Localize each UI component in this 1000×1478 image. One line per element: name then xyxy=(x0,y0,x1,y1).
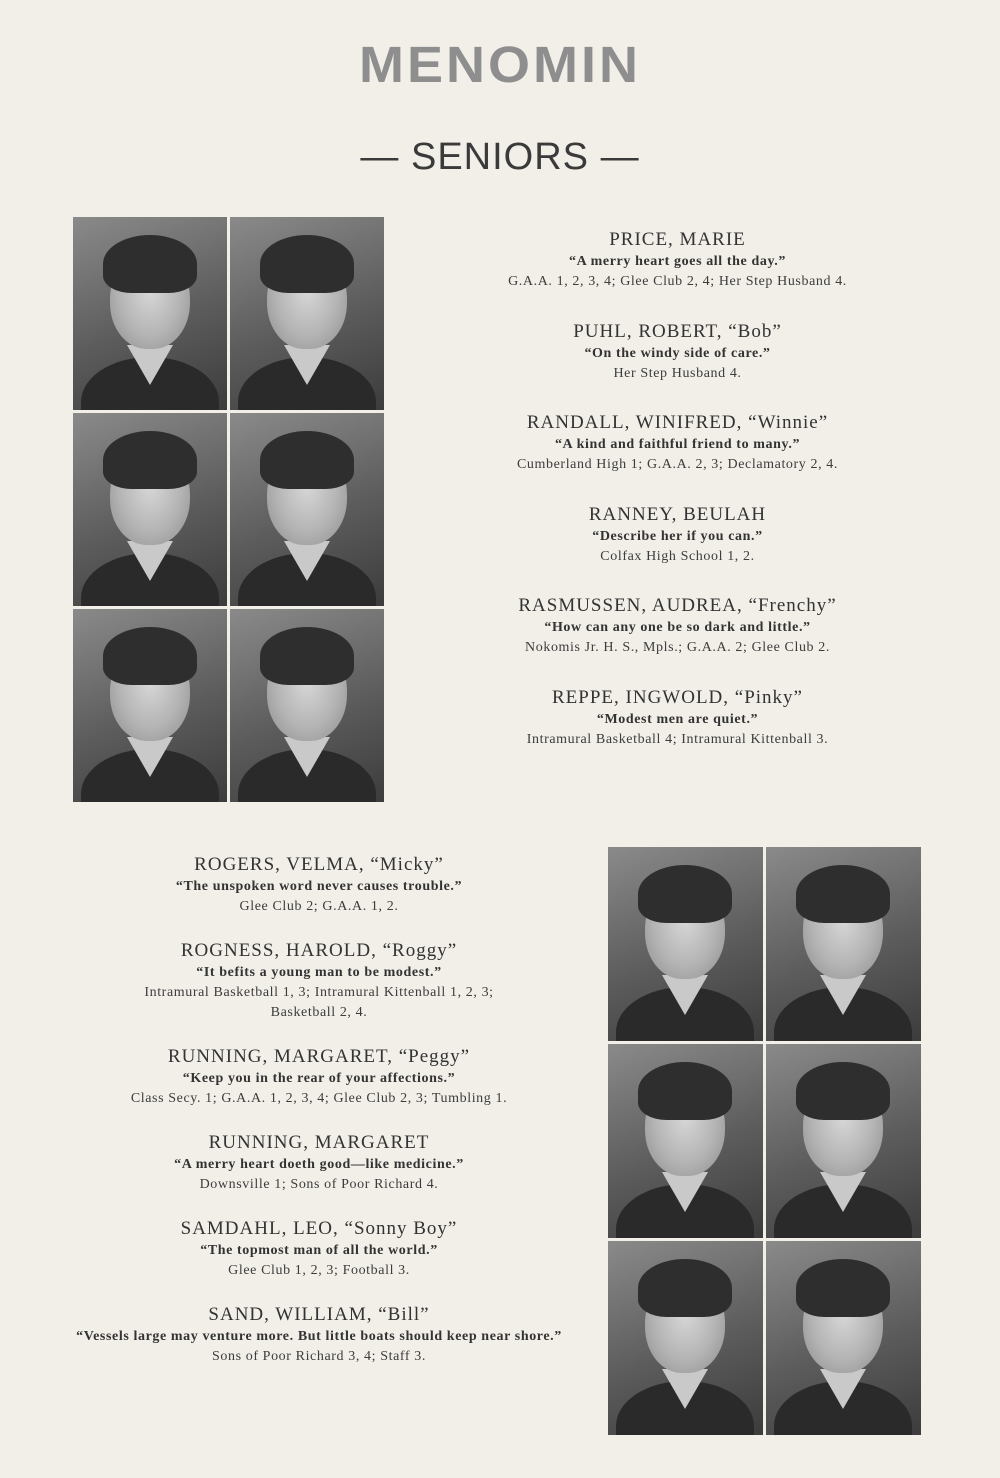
senior-activities: Glee Club 1, 2, 3; Football 3. xyxy=(228,1263,410,1278)
senior-entry xyxy=(40,1131,598,1195)
senior-activities: Intramural Basketball 4; Intramural Kittenball 3. xyxy=(526,731,829,747)
senior-activities: Glee Club 2; G.A.A. 1, 2. xyxy=(239,899,399,914)
top-entries xyxy=(410,228,945,777)
bottom-photo-grid xyxy=(608,847,921,1435)
senior-name: SAMDAHL, LEO, “Sonny Boy” xyxy=(180,1218,458,1239)
senior-name: SAND, WILLIAM, “Bill” xyxy=(208,1304,430,1325)
portrait-hair xyxy=(796,1259,890,1317)
senior-quote: “Vessels large may venture more. But little boats should keep near shore.” xyxy=(76,1329,562,1344)
senior-name: RANDALL, WINIFRED, “Winnie” xyxy=(526,412,829,433)
senior-name: ROGERS, VELMA, “Micky” xyxy=(194,854,444,875)
senior-quote: “How can any one be so dark and little.” xyxy=(544,620,811,635)
senior-quote: “Describe her if you can.” xyxy=(592,528,763,544)
senior-name: RUNNING, MARGARET xyxy=(208,1132,430,1153)
portrait-hair xyxy=(638,1259,732,1317)
portrait-photo xyxy=(608,1241,763,1435)
portrait-photo xyxy=(766,847,921,1041)
senior-entry xyxy=(410,320,945,384)
portrait-hair xyxy=(260,431,354,489)
senior-activities: Cumberland High 1; G.A.A. 2, 3; Declamatory 2, 4. xyxy=(516,457,838,472)
senior-quote: “A merry heart doeth good—like medicine.” xyxy=(174,1157,464,1172)
section-heading: — SENIORS — xyxy=(360,136,640,178)
senior-entry xyxy=(40,1217,598,1281)
senior-quote: “Modest men are quiet.” xyxy=(596,711,759,727)
portrait-photo xyxy=(608,1044,763,1238)
senior-activities: Her Step Husband 4. xyxy=(613,365,742,381)
portrait-hair xyxy=(260,235,354,293)
portrait-photo xyxy=(766,1241,921,1435)
senior-quote: “The topmost man of all the world.” xyxy=(200,1243,438,1258)
senior-activities: Colfax High School 1, 2. xyxy=(600,548,755,564)
senior-entry xyxy=(410,503,945,567)
portrait-photo xyxy=(230,609,384,802)
senior-entry xyxy=(410,686,945,750)
senior-name: PUHL, ROBERT, “Bob” xyxy=(573,320,782,342)
senior-entry xyxy=(40,853,598,917)
portrait-hair xyxy=(260,627,354,685)
senior-entry xyxy=(410,411,945,475)
senior-activities: G.A.A. 1, 2, 3, 4; Glee Club 2, 4; Her Step Husband 4. xyxy=(508,274,847,289)
senior-activities: Basketball 2, 4. xyxy=(270,1005,368,1020)
senior-quote: “The unspoken word never causes trouble.” xyxy=(175,879,463,894)
senior-entry xyxy=(40,1045,598,1109)
senior-name: RANNEY, BEULAH xyxy=(588,503,767,525)
senior-activities: Class Secy. 1; G.A.A. 1, 2, 3, 4; Glee Club 2, 3; Tumbling 1. xyxy=(130,1091,508,1106)
senior-entry xyxy=(410,228,945,292)
portrait-photo xyxy=(608,847,763,1041)
senior-name: REPPE, INGWOLD, “Pinky” xyxy=(552,686,803,708)
senior-entry xyxy=(410,594,945,658)
senior-entry xyxy=(40,1303,598,1367)
portrait-photo xyxy=(73,217,227,410)
senior-quote: “A kind and faithful friend to many.” xyxy=(554,437,801,452)
senior-quote: “Keep you in the rear of your affections.” xyxy=(182,1071,456,1086)
senior-quote: “It befits a young man to be modest.” xyxy=(196,965,442,980)
senior-name: RASMUSSEN, AUDREA, “Frenchy” xyxy=(518,595,837,616)
top-photo-grid xyxy=(73,217,384,802)
senior-name: PRICE, MARIE xyxy=(609,229,746,250)
senior-quote: “On the windy side of care.” xyxy=(584,345,771,361)
senior-name: RUNNING, MARGARET, “Peggy” xyxy=(167,1046,471,1067)
portrait-photo xyxy=(73,413,227,606)
bottom-entries xyxy=(40,853,598,1389)
senior-activities: Intramural Basketball 1, 3; Intramural Kittenball 1, 2, 3; xyxy=(144,985,494,1000)
page-title: MENOMIN xyxy=(359,36,641,94)
portrait-photo xyxy=(766,1044,921,1238)
portrait-photo xyxy=(230,413,384,606)
senior-quote: “A merry heart goes all the day.” xyxy=(569,254,786,269)
portrait-hair xyxy=(103,627,197,685)
portrait-hair xyxy=(638,1062,732,1120)
portrait-hair xyxy=(103,235,197,293)
senior-activities: Nokomis Jr. H. S., Mpls.; G.A.A. 2; Glee Club 2. xyxy=(525,640,830,655)
senior-activities: Downsville 1; Sons of Poor Richard 4. xyxy=(199,1177,439,1192)
portrait-hair xyxy=(638,865,732,923)
portrait-hair xyxy=(796,865,890,923)
senior-entry xyxy=(40,939,598,1023)
senior-name: ROGNESS, HAROLD, “Roggy” xyxy=(180,940,458,961)
portrait-hair xyxy=(103,431,197,489)
senior-activities: Sons of Poor Richard 3, 4; Staff 3. xyxy=(211,1349,426,1364)
portrait-photo xyxy=(73,609,227,802)
portrait-hair xyxy=(796,1062,890,1120)
portrait-photo xyxy=(230,217,384,410)
